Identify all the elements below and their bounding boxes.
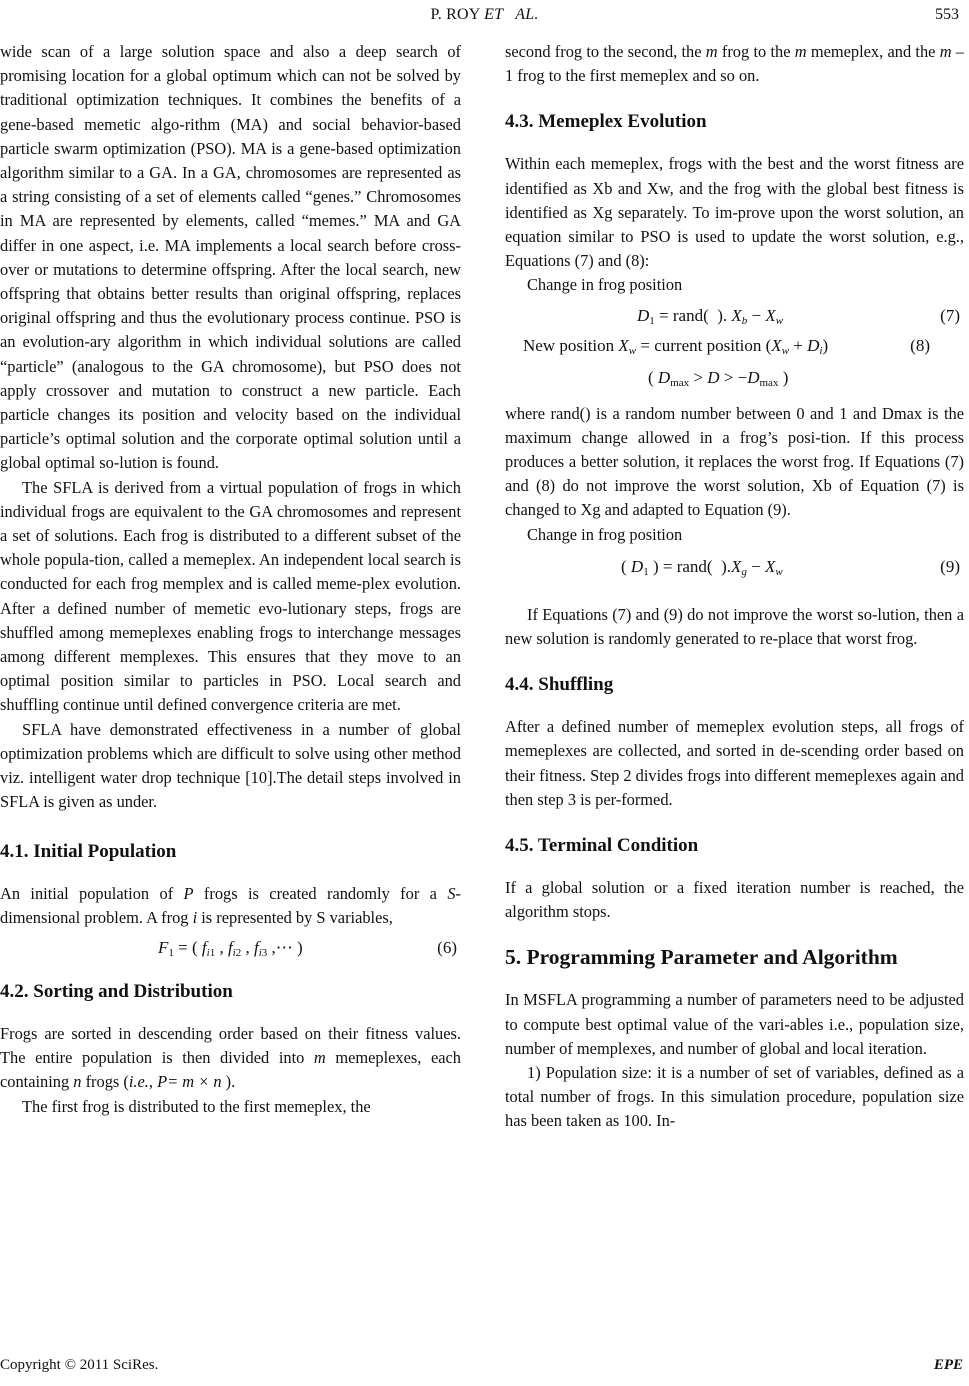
equation-expression: New position $X_w$ = current position $(X_w + D_i)$ — [523, 335, 829, 357]
author-name: P. ROY — [430, 6, 480, 23]
equation-8-constraint — [505, 364, 964, 402]
equation-expression: ( $D_1$ ) = rand( )$.X_g - X_w$ — [621, 556, 783, 578]
paragraph: where rand() is a random number between 0 and 1 and Dmax is the maximum change allowed in a frog’s posi-tion. If this process produces a better solution, it replaces the worst frog. If Equations (7) and (8) do not improve the worst solution, Xb of Equation (7) is changed to Xg and adapted to Equation (9). — [505, 403, 964, 520]
section-heading-4-2: 4.2. Sorting and Distribution — [0, 980, 233, 1002]
equation-6 — [0, 930, 461, 966]
journal-abbreviation: EPE — [933, 1357, 963, 1373]
equation-expression: $D_1$ = rand( ). $X_b - X_w$ — [637, 305, 784, 327]
section-heading-5: 5. Programming Parameter and Algorithm — [505, 945, 898, 970]
constraint-expression: ( $D_{max} > D > -D_{max}$ ) — [648, 367, 789, 389]
page-number: 553 — [935, 6, 959, 23]
equation-expression: $F_1$ = ( $f_{i1}$ , $f_{i2}$ , $f_{i3}$ ,⋯ ) — [158, 937, 303, 959]
paragraph: Frogs are sorted in descending order based on their fitness values. The entire population is then divided into m memeplexes, each containing n frogs (i.e., P= m × n ). — [0, 1023, 462, 1092]
paragraph: SFLA have demonstrated effectiveness in a number of global optimization problems which are difficult to solve using other method viz. intelligent water drop technique [10].The detail steps involved in SFLA is given as under. — [0, 719, 461, 812]
equation-number: (8) — [910, 335, 930, 355]
paragraph: In MSFLA programming a number of parameters need to be adjusted to compute best optimal value of the vari-ables i.e., population size, number of memplexes, and number of global and local iteration. — [505, 990, 964, 1058]
paragraph: If Equations (7) and (9) do not improve the worst so-lution, then a new solution is randomly generated to re-place that worst frog. — [505, 604, 964, 649]
paragraph: An initial population of P frogs is created randomly for a S-dimensional problem. A frog i is represented by S variables, — [0, 883, 461, 927]
running-header — [0, 6, 969, 26]
paragraph: Within each memeplex, frogs with the best and the worst fitness are identified as Xb and Xw, and the frog with the global best fitness is identified as Xg separately. To im-prove upon the worst solution, an equation similar to PSO is used to update the worst solution, e.g., Equations (7) and (8): — [505, 154, 964, 271]
paragraph: The first frog is distributed to the first memeplex, the — [22, 1096, 371, 1116]
section-heading-4-5: 4.5. Terminal Condition — [505, 835, 699, 857]
equation-number: (7) — [940, 305, 960, 325]
running-title — [0, 6, 969, 24]
left-column — [0, 40, 461, 1119]
right-column — [505, 40, 964, 1134]
section-heading-4-1: 4.1. Initial Population — [0, 840, 177, 862]
paragraph: The SFLA is derived from a virtual population of frogs in which individual frogs are equivalent to the GA chromosomes and represent a set of solutions. Each frog is distributed to a different subset of the whole popula-tion, called a memeplex. An independent local search is conducted for each frog memplex and is called meme-plex evolution. After a defined number of memetic evo-lutionary steps, frogs are shuffled among memeplexes enabling frogs to interchange messages among different memplexes. This ensures that they move to an optimal position similar to particles in PSO. Local search and shuffling continue until defined convergence criteria are met. — [0, 477, 461, 715]
paragraph: If a global solution or a fixed iteration number is reached, the algorithm stops. — [505, 878, 964, 922]
equation-8 — [505, 334, 964, 364]
equation-number: (9) — [940, 556, 960, 576]
change-label: Change in frog position — [527, 275, 683, 295]
paragraph: After a defined number of memeplex evolution steps, all frogs of memeplexes are collected, and sorted in de-scending order based on their fitness. Step 2 divides frogs into different memeplexes again and then step 3 is per-formed. — [505, 717, 964, 809]
et-al: ET AL. — [484, 6, 539, 23]
equation-7 — [505, 298, 964, 334]
section-heading-4-3: 4.3. Memeplex Evolution — [505, 111, 707, 133]
paragraph: wide scan of a large solution space and also a deep search of promising location for a global optimum which can not be solved by traditional optimization techniques. It combines the benefits of a gene-based memetic algo-rithm (MA) and social behavior-based particle swarm optimization (PSO). MA is a gene-based optimization algorithm similar to a GA. In a GA, chromosomes are represented as a string consisting of a set of elements called “genes.” Chromosomes in MA are represented by elements, called “memes.” MA and GA differ in one aspect, i.e. MA implements a local search before cross-over or mutations to determine offspring. After the local search, new offspring that obtains better results than original offspring, replaces original offspring and thus the evolutionary process continue. PSO is an evolution-ary algorithm in which individual solutions are called “particle” (analogous to the GA chromosome), but PSO does not apply crossover and mutation to construct a new particle. Each particle changes its position and velocity based on the individual particle’s optimal solution and the corporate optimal solution until a global optimal so-lution is found. — [0, 42, 461, 473]
equation-9 — [505, 547, 964, 603]
copyright-notice: Copyright © 2011 SciRes. — [0, 1357, 159, 1373]
change-label: Change in frog position — [527, 524, 683, 544]
equation-number: (6) — [437, 937, 457, 957]
paragraph: second frog to the second, the m frog to the m memeplex, and the m – 1 frog to the first memeplex and so on. — [505, 42, 964, 86]
paragraph: 1) Population size: it is a number of set of variables, defined as a total number of frogs. In this simulation procedure, population size has been taken as 100. In- — [505, 1063, 964, 1131]
section-heading-4-4: 4.4. Shuffling — [505, 674, 614, 696]
